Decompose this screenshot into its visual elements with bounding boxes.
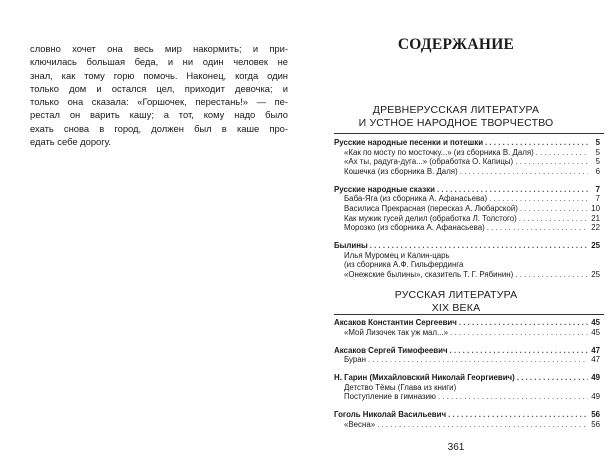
- toc-section-1: [334, 138, 600, 280]
- toc-work-entry[interactable]: [334, 194, 600, 204]
- entry-title: Русские народные сказки: [334, 184, 435, 194]
- leader-dots: [438, 392, 588, 402]
- toc-work-entry[interactable]: [334, 167, 600, 177]
- entry-page-number: 7: [595, 194, 600, 204]
- entry-title: Баба-Яга (из сборника А. Афанасьева): [344, 194, 488, 204]
- group-gap: [334, 365, 600, 373]
- entry-page-number: 45: [591, 327, 600, 337]
- toc-author-entry[interactable]: [334, 318, 600, 328]
- entry-title: Русские народные песенки и потешки: [334, 138, 484, 147]
- text-line: словно хочет она весь мир накормить; и при-: [30, 43, 288, 54]
- entry-page-number: 22: [591, 223, 600, 233]
- leader-dots: [520, 204, 588, 214]
- entry-page-number: 56: [591, 419, 600, 429]
- entry-page-number: 47: [591, 355, 600, 365]
- section-heading-line: И УСТНОЕ НАРОДНОЕ ТВОРЧЕСТВО: [358, 116, 554, 129]
- entry-title: Илья Муромец и Калин-царь: [344, 250, 450, 260]
- toc-work-entry[interactable]: [334, 251, 600, 261]
- entry-title: «Ах ты, радуга-дуга...» (обработка О. Капицы): [344, 157, 514, 167]
- entry-page-number: 10: [591, 203, 600, 213]
- right-page: [304, 0, 608, 472]
- section-heading-2: [304, 289, 608, 314]
- leader-dots: [448, 410, 588, 420]
- leader-dots: [485, 138, 588, 148]
- toc-work-entry[interactable]: [334, 383, 600, 393]
- leader-dots: [460, 167, 588, 177]
- entry-page-number: 49: [591, 392, 600, 402]
- leader-dots: [437, 185, 588, 195]
- toc-work-entry[interactable]: [334, 392, 600, 402]
- entry-title: «Онежские былины», сказитель Т. Г. Рябинин): [344, 269, 514, 279]
- page-number: 361: [447, 442, 465, 453]
- text-line: ехать снова в город, должен был в каше про-: [30, 122, 288, 134]
- entry-page-number: 56: [591, 410, 600, 420]
- entry-title: Аксаков Сергей Тимофеевич: [334, 345, 448, 355]
- entry-title: «Весна»: [344, 419, 376, 429]
- entry-page-number: 47: [591, 345, 600, 355]
- section-divider: [334, 133, 604, 134]
- entry-page-number: 25: [591, 241, 600, 251]
- toc-work-entry[interactable]: [334, 355, 600, 365]
- leader-dots: [515, 157, 588, 167]
- section-heading-1: [304, 104, 608, 129]
- section-divider: [334, 314, 604, 315]
- leader-dots: [515, 270, 588, 280]
- entry-title: Былины: [334, 241, 368, 251]
- toc-work-entry[interactable]: [334, 204, 600, 214]
- group-gap: [334, 233, 600, 241]
- entry-title: Н. Гарин (Михайловский Николай Георгиевич): [334, 373, 515, 383]
- leader-dots: [450, 346, 588, 356]
- toc-work-entry[interactable]: [334, 328, 600, 338]
- entry-page-number: 45: [591, 318, 600, 327]
- entry-page-number: 21: [591, 213, 600, 223]
- entry-page-number: 5: [595, 138, 600, 147]
- entry-title: Как мужик гусей делил (обработка Л. Толстого): [344, 213, 517, 223]
- leader-dots: [489, 194, 588, 204]
- body-text: [30, 42, 288, 148]
- toc-work-entry[interactable]: [334, 214, 600, 224]
- entry-page-number: 5: [595, 147, 600, 157]
- section-heading-line: XIX ВЕКА: [431, 301, 481, 314]
- entry-page-number: 49: [591, 373, 600, 383]
- toc-author-entry[interactable]: [334, 241, 600, 251]
- text-line: только она сказала: «Горшочек, перестань!» — пе-: [30, 96, 288, 108]
- toc-author-entry[interactable]: [334, 138, 600, 148]
- leader-dots: [536, 148, 588, 158]
- text-line: знал, как тому горю помочь. Наконец, когда один: [30, 69, 288, 81]
- entry-title: Василиса Прекрасная (пересказ А. Любарской): [344, 203, 518, 213]
- group-gap: [334, 176, 600, 184]
- entry-title: Гоголь Николай Васильевич: [334, 410, 447, 420]
- entry-title: Буран: [344, 355, 366, 365]
- toc-work-entry[interactable]: [334, 420, 600, 430]
- entry-page-number: 5: [595, 157, 600, 167]
- entry-title: Аксаков Константин Сергеевич: [334, 318, 457, 327]
- toc-section-2: [334, 318, 600, 430]
- toc-work-entry[interactable]: [334, 223, 600, 233]
- group-gap: [334, 402, 600, 410]
- toc-author-entry[interactable]: [334, 410, 600, 420]
- text-line: только дом и остался цел, приходит девочка; и: [30, 82, 288, 94]
- entry-page-number: 6: [595, 166, 600, 176]
- toc-work-entry[interactable]: [334, 270, 600, 280]
- leader-dots: [519, 214, 588, 224]
- toc-author-entry[interactable]: [334, 373, 600, 383]
- toc-work-entry[interactable]: [334, 260, 600, 270]
- leader-dots: [370, 241, 588, 251]
- text-line: рестал он варить кашу; а тот, кому надо было: [30, 109, 288, 121]
- entry-title: Морозко (из сборника А. Афанасьева): [344, 223, 485, 233]
- entry-title: «Мой Лизочек так уж мал...»: [344, 327, 448, 337]
- entry-page-number: 7: [595, 184, 600, 194]
- toc-author-entry[interactable]: [334, 346, 600, 356]
- leader-dots: [517, 373, 588, 383]
- toc-work-entry[interactable]: [334, 157, 600, 167]
- entry-title: Поступление в гимназию: [344, 392, 436, 402]
- text-line: едать себе дорогу.: [30, 136, 112, 148]
- toc-author-entry[interactable]: [334, 185, 600, 195]
- entry-title: Кошечка (из сборника В. Даля): [344, 166, 458, 176]
- entry-title: «Как по мосту по мосточку...» (из сборника В. Даля): [344, 147, 534, 157]
- section-heading-line: ДРЕВНЕРУССКАЯ ЛИТЕРАТУРА: [372, 104, 540, 116]
- page-title: СОДЕРЖАНИЕ: [397, 36, 515, 53]
- entry-title: Детство Тёмы (Глава из книги): [344, 382, 457, 392]
- section-heading-line: РУССКАЯ ЛИТЕРАТУРА: [394, 289, 518, 301]
- toc-work-entry[interactable]: [334, 148, 600, 158]
- leader-dots: [487, 223, 588, 233]
- entry-title: (из сборника А.Ф. Гильфердинга: [344, 260, 464, 270]
- text-line: ключилась большая беда, и ни один человек не: [30, 56, 288, 68]
- group-gap: [334, 337, 600, 345]
- entry-page-number: 25: [591, 269, 600, 279]
- leader-dots: [368, 355, 588, 365]
- leader-dots: [450, 328, 588, 338]
- leader-dots: [459, 318, 588, 328]
- leader-dots: [377, 420, 588, 430]
